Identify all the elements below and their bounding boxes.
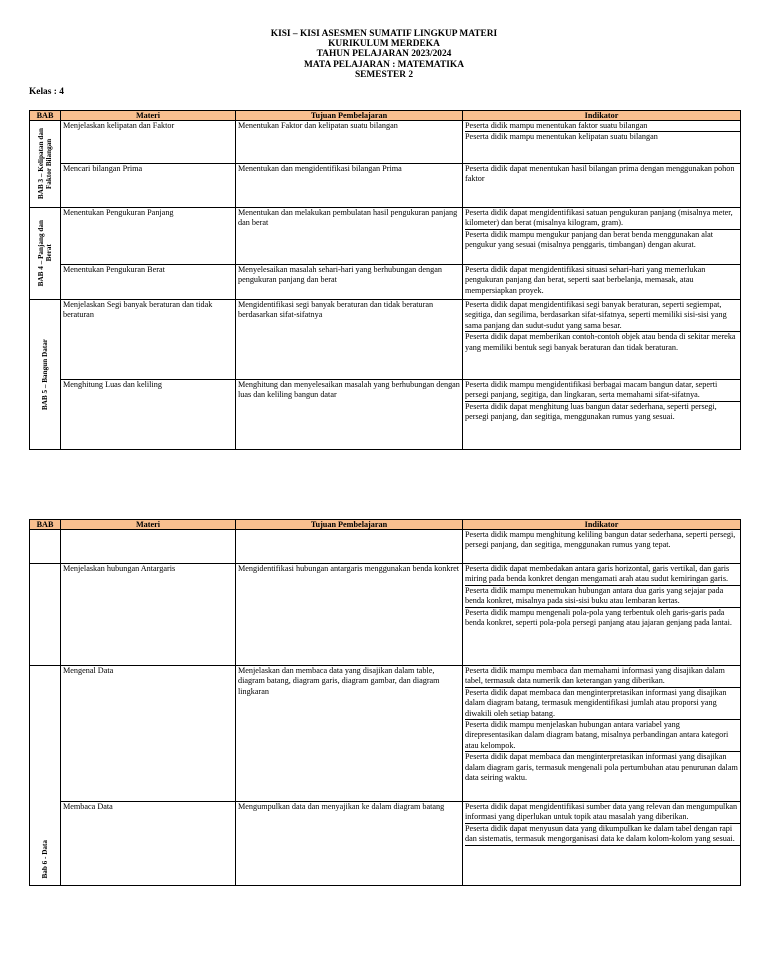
indikator-item: Peserta didik dapat menyusun data yang dikumpulkan ke dalam tabel dengan rapi dan sistematis, termasuk mengorganisasi data ke dalam kolom-kolom yang sesuai. [465,823,740,845]
table-row [30,564,741,666]
header-bab: BAB [30,520,61,530]
table-header-row [30,111,741,121]
table-row [30,530,741,564]
document-title [0,29,768,80]
kelas-label: Kelas : 4 [29,87,64,97]
indikator-item: Peserta didik mampu membaca dan memahami informasi yang disajikan dalam tabel, termasuk data numerik dan keterangan yang diberikan. [465,666,725,686]
indikator-item: Peserta didik dapat mengidentifikasi satuan pengukuran panjang (misalnya meter, kilometer) dan berat (misalnya kilogram, gram). [465,208,733,228]
indikator-item: Peserta didik mampu mengenali pola-pola yang terbentuk oleh garis-garis pada benda konkret, seperti pola-pola persegi panjang atau jajaran genjang pada lantai. [465,607,740,629]
tujuan-cell: Menentukan dan mengidentifikasi bilangan Prima [236,164,463,208]
table-row [30,802,741,886]
materi-cell: Mencari bilangan Prima [61,164,236,208]
bab-cell [30,564,61,666]
indikator-item: Peserta didik mampu menentukan kelipatan suatu bilangan [465,131,740,142]
materi-cell: Menentukan Pengukuran Berat [61,265,236,300]
indikator-item: Peserta didik dapat menentukan hasil bilangan prima dengan menggunakan pohon faktor [465,164,735,184]
tujuan-cell: Menentukan Faktor dan kelipatan suatu bilangan [236,121,463,164]
header-indikator: Indikator [463,111,741,121]
table-row [30,164,741,208]
header-materi: Materi [61,520,236,530]
title-line: KURIKULUM MERDEKA [328,39,440,50]
bab-cell [30,121,61,208]
tujuan-cell: Menghitung dan menyelesaikan masalah yang berhubungan dengan luas dan keliling bangun datar [236,380,463,450]
header-indikator: Indikator [463,520,741,530]
materi-cell: Menjelaskan kelipatan dan Faktor [61,121,236,164]
indikator-item: Peserta didik dapat menghitung luas bangun datar sederhana, seperti persegi, persegi panjang, dan segitiga, menggunakan rumus yang sesuai. [465,401,740,423]
indikator-item: Peserta didik dapat mengidentifikasi segi banyak beraturan, seperti segiempat, segitiga, dan segilima, berdasarkan sifat-sifatnya, seperti memiliki sisi-sisi yang sama panjang dan sudut-sudut yang sama besar. [465,300,727,330]
indikator-item: Peserta didik mampu mengukur panjang dan berat benda menggunakan alat pengukur yang sesuai (misalnya penggaris, timbangan) dengan akurat. [465,229,740,251]
table-row [30,666,741,802]
bab-label: BAB 4 – Panjang dan Berat [37,220,53,287]
indikator-cell [463,121,741,164]
table-header-row [30,520,741,530]
title-line: KISI – KISI ASESMEN SUMATIF LINGKUP MATERI [270,29,498,39]
indikator-cell [463,564,741,666]
table-row [30,300,741,380]
bab-cell [30,530,61,564]
indikator-cell [463,164,741,208]
bab-label: Bab 6 - Data [41,840,49,879]
tujuan-cell: Menentukan dan melakukan pembulatan hasil pengukuran panjang dan berat [236,208,463,265]
indikator-cell [463,380,741,450]
bab-cell [30,666,61,886]
table-row [30,208,741,265]
kisi-table-2 [29,519,741,886]
materi-cell: Menghitung Luas dan keliling [61,380,236,450]
indikator-item: Peserta didik dapat membedakan antara garis horizontal, garis vertikal, dan garis miring pada benda konkret dengan mengamati arah atau sudut kemiringan garis. [465,564,730,584]
tujuan-cell: Mengidentifikasi hubungan antargaris menggunakan benda konkret [236,564,463,666]
materi-cell: Menjelaskan hubungan Antargaris [61,564,236,666]
title-line: MATA PELAJARAN : MATEMATIKA [304,59,464,70]
kisi-table-1 [29,110,741,450]
materi-cell [61,530,236,564]
indikator-cell [463,300,741,380]
title-line: TAHUN PELAJARAN 2023/2024 [316,49,452,60]
materi-cell: Mengenal Data [61,666,236,802]
indikator-item: Peserta didik dapat mengidentifikasi sumber data yang relevan dan mengumpulkan informasi yang diperlukan untuk topik atau masalah yang diberikan. [465,802,738,822]
tujuan-cell: Mengidentifikasi segi banyak beraturan dan tidak beraturan berdasarkan sifat-sifatnya [236,300,463,380]
materi-cell: Membaca Data [61,802,236,886]
indikator-item: Peserta didik dapat membaca dan menginterpretasikan informasi yang disajikan dalam diagram batang, termasuk mengidentifikasi jumlah atau proporsi yang diwakili oleh setiap batang. [465,687,740,719]
materi-cell: Menentukan Pengukuran Panjang [61,208,236,265]
indikator-item: Peserta didik dapat mengidentifikasi situasi sehari-hari yang memerlukan pengukuran panjang dan berat, seperti saat berbelanja, memasak, atau mempersiapkan proyek. [465,265,706,295]
tujuan-cell: Menyelesaikan masalah sehari-hari yang berhubungan dengan pengukuran panjang dan berat [236,265,463,300]
indikator-item: Peserta didik mampu menjelaskan hubungan antara variabel yang direpresentasikan dalam diagram batang, misalnya perbandingan antara kategori atau kelompok. [465,719,740,751]
bab-label: BAB 3 – Kelipatan dan Faktor Bilangan [37,128,53,200]
bab-cell [30,300,61,450]
header-materi: Materi [61,111,236,121]
table-row [30,265,741,300]
indikator-item: Peserta didik mampu menemukan hubungan antara dua garis yang sejajar pada benda konkret, misalnya pada sisi-sisi buku atau lembaran kertas. [465,585,740,607]
indikator-item [465,845,740,855]
bab-cell [30,208,61,300]
bab-label: BAB 5 – Bangun Datar [41,338,49,411]
indikator-item: Peserta didik mampu menentukan faktor suatu bilangan [465,121,648,130]
table-row [30,121,741,164]
title-line: SEMESTER 2 [354,69,414,80]
indikator-cell [463,530,741,564]
header-tujuan: Tujuan Pembelajaran [236,111,463,121]
indikator-item: Peserta didik dapat memberikan contoh-contoh objek atau benda di sekitar mereka yang memiliki bentuk segi banyak beraturan dan tidak beraturan. [465,331,740,353]
materi-cell: Menjelaskan Segi banyak beraturan dan tidak beraturan [61,300,236,380]
indikator-cell [463,666,741,802]
header-bab: BAB [30,111,61,121]
header-tujuan: Tujuan Pembelajaran [236,520,463,530]
tujuan-cell: Menjelaskan dan membaca data yang disajikan dalam table, diagram batang, diagram garis, diagram gambar, dan diagram lingkaran [236,666,463,802]
indikator-item: Peserta didik mampu mengidentifikasi berbagai macam bangun datar, seperti persegi panjang, segitiga, dan lingkaran, serta memahami sifat-sifatnya. [465,380,718,400]
indikator-cell [463,802,741,886]
table-row [30,380,741,450]
indikator-cell [463,208,741,265]
tujuan-cell: Mengumpulkan data dan menyajikan ke dalam diagram batang [236,802,463,886]
indikator-cell [463,265,741,300]
indikator-item: Peserta didik dapat membaca dan menginterpretasikan informasi yang disajikan dalam diagram garis, termasuk mengenali pola pertumbuhan atau penurunan dalam data seiring waktu. [465,751,740,783]
indikator-item: Peserta didik mampu menghitung keliling bangun datar sederhana, seperti persegi, persegi panjang, dan segitiga, menggunakan rumus yang tepat. [465,530,736,550]
tujuan-cell [236,530,463,564]
